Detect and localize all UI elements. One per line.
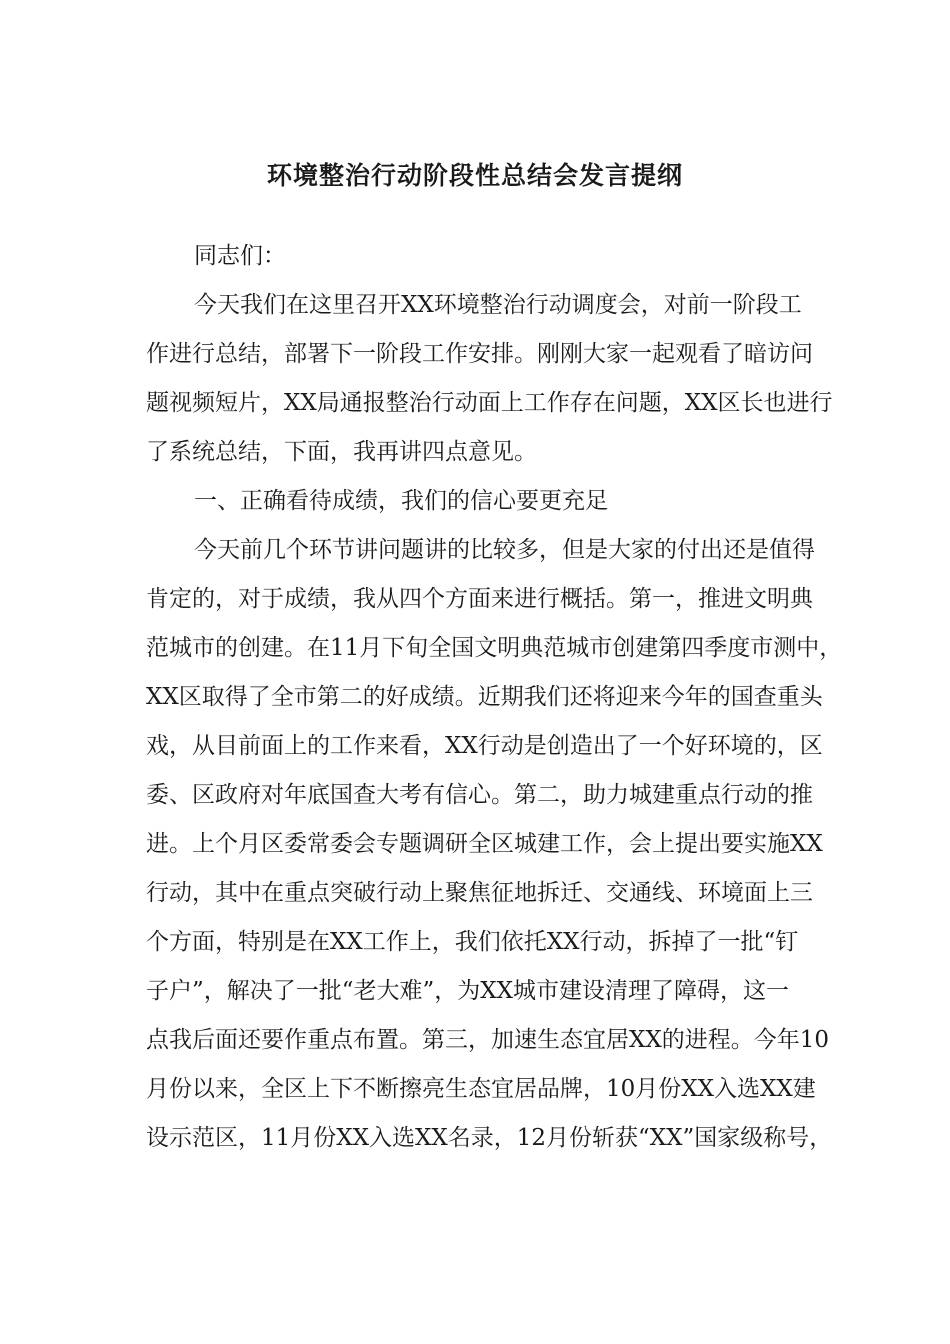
paragraph-line: 个方面，特别是在XX工作上，我们依托XX行动，拆掉了一批“钉 xyxy=(146,929,799,955)
paragraph-line: 委、区政府对年底国查大考有信心。第二，助力城建重点行动的推 xyxy=(146,782,813,808)
paragraph-line: 肯定的，对于成绩，我从四个方面来进行概括。第一，推进文明典 xyxy=(146,586,813,612)
document-title: 环境整治行动阶段性总结会发言提纲 xyxy=(266,161,683,190)
paragraph-line: 今天我们在这里召开XX环境整治行动调度会，对前一阶段工 xyxy=(194,292,802,318)
paragraph-line: 了系统总结，下面，我再讲四点意见。 xyxy=(146,439,537,465)
paragraph-line: XX区取得了全市第二的好成绩。近期我们还将迎来今年的国查重头 xyxy=(146,684,823,710)
paragraph-line: 子户”，解决了一批“老大难”，为XX城市建设清理了障碍，这一 xyxy=(146,978,790,1004)
paragraph-line: 题视频短片，XX局通报整治行动面上工作存在问题，XX区长也进行 xyxy=(146,390,833,416)
paragraph-line: 行动，其中在重点突破行动上聚焦征地拆迁、交通线、环境面上三 xyxy=(146,880,813,906)
paragraph-line: 今天前几个环节讲问题讲的比较多，但是大家的付出还是值得 xyxy=(194,537,815,563)
salutation-line: 同志们： xyxy=(194,243,286,269)
paragraph-line: 范城市的创建。在11月下旬全国文明典范城市创建第四季度市测中， xyxy=(146,635,843,661)
section-heading: 一、正确看待成绩，我们的信心要更充足 xyxy=(194,488,608,514)
paragraph-line: 设示范区，11月份XX入选XX名录，12月份斩获“XX”国家级称号， xyxy=(146,1125,833,1151)
paragraph-line: 点我后面还要作重点布置。第三，加速生态宜居XX的进程。今年10 xyxy=(146,1027,830,1053)
paragraph-line: 作进行总结，部署下一阶段工作安排。刚刚大家一起观看了暗访问 xyxy=(146,341,813,367)
paragraph-line: 进。上个月区委常委会专题调研全区城建工作，会上提出要实施XX xyxy=(146,831,823,857)
document-body xyxy=(146,232,843,1163)
paragraph-line: 月份以来，全区上下不断擦亮生态宜居品牌，10月份XX入选XX建 xyxy=(146,1076,816,1102)
paragraph-line: 戏，从目前面上的工作来看，XX行动是创造出了一个好环境的，区 xyxy=(146,733,823,759)
